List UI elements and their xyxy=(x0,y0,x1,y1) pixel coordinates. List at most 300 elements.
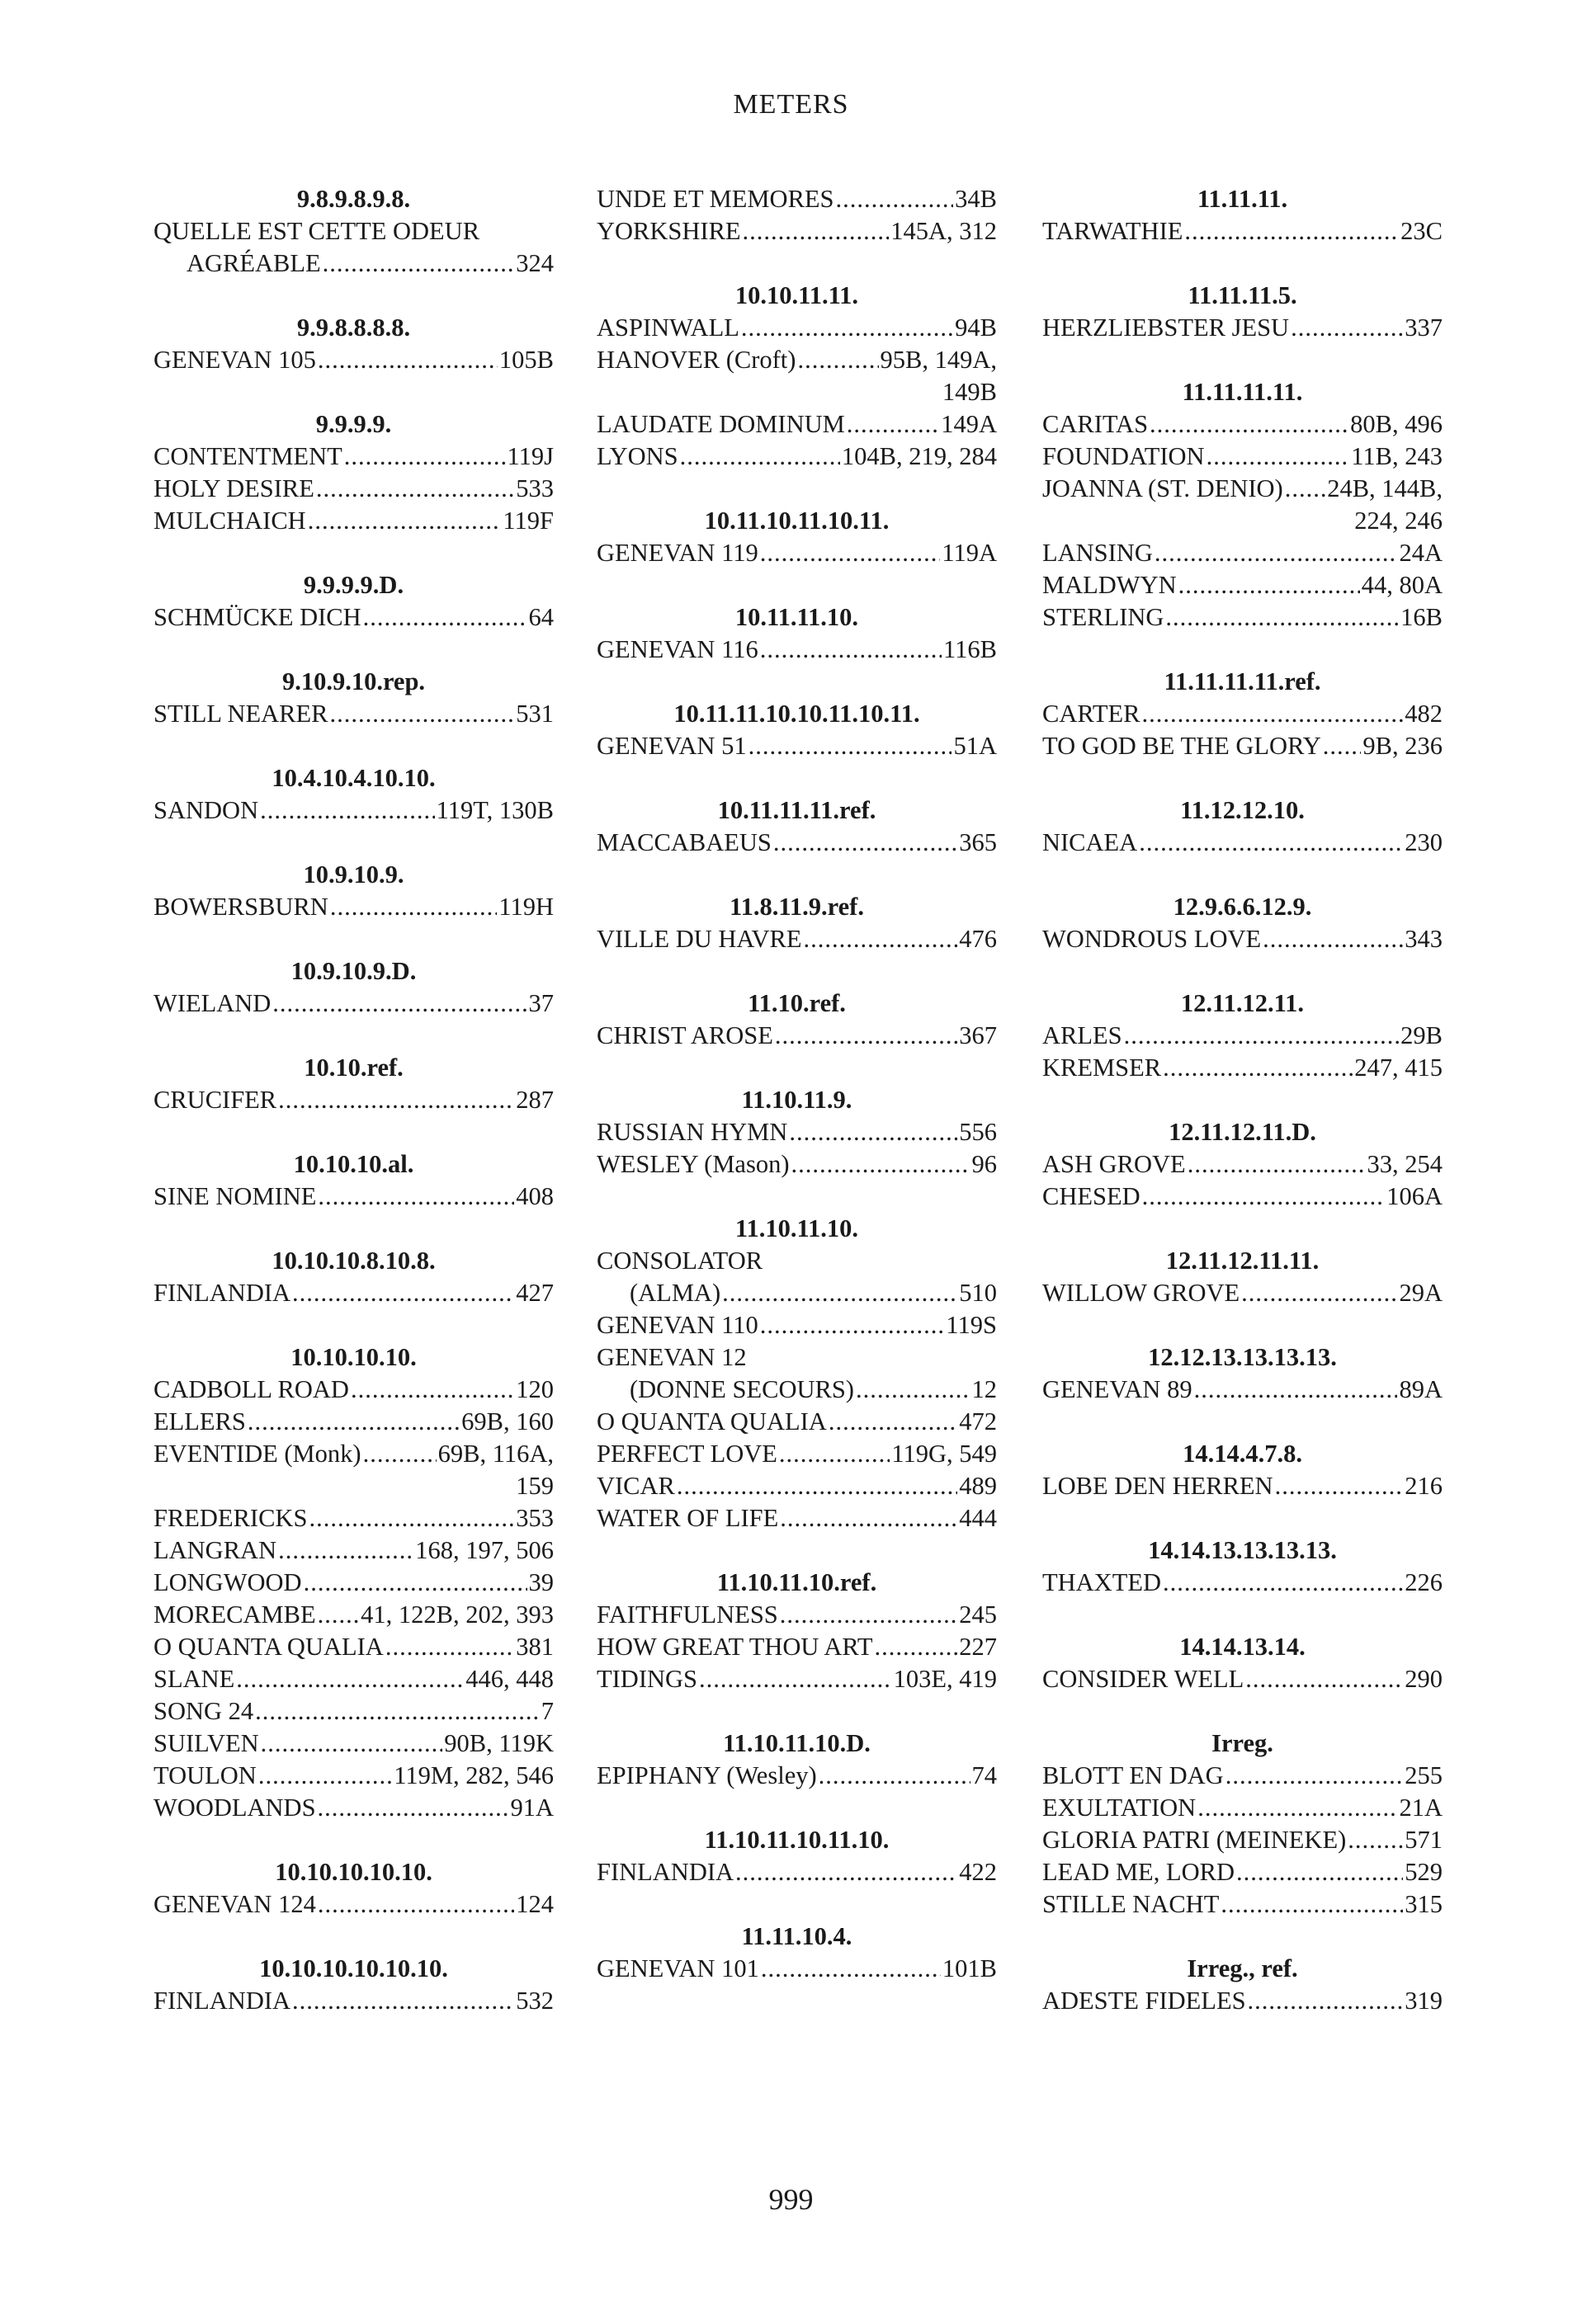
tune-entry xyxy=(597,441,997,473)
meter-section xyxy=(153,183,554,280)
tune-name: GENEVAN 105 xyxy=(153,346,316,374)
page-refs: 116B xyxy=(943,635,997,663)
page-refs: 510 xyxy=(959,1279,997,1307)
tune-name: GENEVAN 51 xyxy=(597,732,747,760)
tune-name: WESLEY (Mason) xyxy=(597,1150,790,1178)
tune-name: O QUANTA QUALIA xyxy=(153,1633,384,1661)
page-refs: 315 xyxy=(1405,1890,1443,1918)
page-refs: 119H xyxy=(498,893,554,921)
meter-heading: 10.9.10.9.D. xyxy=(290,957,417,985)
dot-leader xyxy=(1163,1052,1353,1084)
tune-name: HOW GREAT THOU ART xyxy=(597,1633,873,1661)
meter-heading: 12.9.6.6.12.9. xyxy=(1173,893,1312,921)
tune-entry xyxy=(153,698,554,730)
dot-leader xyxy=(248,1406,460,1438)
tune-name: SONG 24 xyxy=(153,1697,254,1725)
page-refs: 120 xyxy=(516,1375,554,1403)
tune-name: LANSING xyxy=(1042,539,1153,567)
dot-leader xyxy=(351,1374,514,1406)
tune-entry xyxy=(153,988,554,1020)
tune-entry xyxy=(1042,730,1443,762)
page-refs: 95B, 149A, xyxy=(880,346,997,374)
tune-entry xyxy=(597,1406,997,1438)
meter-section xyxy=(153,955,554,1020)
dot-leader xyxy=(304,1567,527,1599)
tune-entry xyxy=(1042,1470,1443,1502)
meter-section xyxy=(153,1856,554,1921)
page-refs: 149A xyxy=(941,410,997,438)
page-refs: 489 xyxy=(959,1472,997,1500)
tune-entry xyxy=(1042,923,1443,955)
tune-entry xyxy=(1042,569,1443,601)
meter-heading: 11.10.11.10. xyxy=(734,1214,859,1242)
page-refs: 33, 254 xyxy=(1367,1150,1443,1178)
tune-entry xyxy=(153,1534,554,1567)
meter-heading: 10.10.10.al. xyxy=(293,1150,414,1178)
dot-leader xyxy=(780,1502,957,1534)
tune-entry xyxy=(1042,408,1443,441)
meter-section xyxy=(1042,1341,1443,1406)
tune-entry xyxy=(153,1277,554,1309)
meter-section xyxy=(597,988,997,1052)
page-refs: 422 xyxy=(959,1858,997,1886)
tune-entry xyxy=(597,1438,997,1470)
page-refs: 532 xyxy=(516,1987,554,2015)
dot-leader xyxy=(344,441,506,473)
tune-entry xyxy=(1042,441,1443,473)
dot-leader xyxy=(278,1534,413,1567)
page-refs: 124 xyxy=(516,1890,554,1918)
tune-name: TIDINGS xyxy=(597,1665,697,1693)
dot-leader xyxy=(856,1374,970,1406)
dot-leader xyxy=(1236,1856,1403,1888)
tune-entry xyxy=(597,827,997,859)
tune-entry xyxy=(153,1181,554,1213)
dot-leader xyxy=(760,634,942,666)
meter-section xyxy=(153,312,554,376)
dot-leader xyxy=(743,215,890,247)
tune-entry xyxy=(597,1374,997,1406)
dot-leader xyxy=(760,1309,945,1341)
dot-leader xyxy=(385,1631,514,1663)
tune-entry xyxy=(597,408,997,441)
dot-leader xyxy=(308,505,502,537)
dot-leader xyxy=(1188,1148,1366,1181)
dot-leader xyxy=(1139,827,1403,859)
page-refs: 427 xyxy=(516,1279,554,1307)
tune-name: GLORIA PATRI (MEINEKE) xyxy=(1042,1826,1347,1854)
dot-leader xyxy=(318,344,498,376)
meter-heading: 10.11.11.10.10.11.10.11. xyxy=(673,700,920,728)
tune-name: SINE NOMINE xyxy=(153,1182,317,1210)
tune-entry xyxy=(153,247,554,280)
page-refs: 80B, 496 xyxy=(1350,410,1443,438)
meter-section xyxy=(153,666,554,730)
page-refs: 365 xyxy=(959,828,997,856)
meter-section xyxy=(597,698,997,762)
dot-leader xyxy=(779,1438,890,1470)
page-refs: 290 xyxy=(1405,1665,1443,1693)
meter-section xyxy=(597,1921,997,1985)
dot-leader xyxy=(780,1599,958,1631)
tune-entry xyxy=(153,1084,554,1116)
tune-entry xyxy=(1042,1567,1443,1599)
tune-entry xyxy=(153,473,554,505)
meter-heading: 11.11.10.4. xyxy=(741,1922,852,1950)
page-refs: 446, 448 xyxy=(465,1665,554,1693)
tune-entry xyxy=(597,1631,997,1663)
page-refs: 90B, 119K xyxy=(444,1729,554,1757)
dot-leader xyxy=(292,1985,514,2017)
page-refs: 51A xyxy=(953,732,997,760)
meter-section xyxy=(1042,183,1443,247)
tune-entry xyxy=(597,1760,997,1792)
dot-leader xyxy=(318,1888,514,1921)
tune-entry xyxy=(153,1985,554,2017)
tune-entry xyxy=(597,1502,997,1534)
tune-name: BOWERSBURN xyxy=(153,893,328,921)
page-refs: 41, 122B, 202, 393 xyxy=(361,1600,554,1629)
dot-leader xyxy=(761,1953,941,1985)
dot-leader xyxy=(819,1760,970,1792)
dot-leader xyxy=(1285,473,1325,505)
page-refs: 69B, 160 xyxy=(461,1407,554,1435)
meter-heading: 11.12.12.10. xyxy=(1180,796,1305,824)
dot-leader xyxy=(323,247,515,280)
dot-leader xyxy=(1221,1888,1403,1921)
tune-entry xyxy=(1042,312,1443,344)
dot-leader xyxy=(722,1277,957,1309)
tune-name: SCHMÜCKE DICH xyxy=(153,603,361,631)
page-refs: 227 xyxy=(959,1633,997,1661)
meter-heading: 10.10.10.10.10.10. xyxy=(259,1954,448,1982)
meter-heading: 11.10.ref. xyxy=(748,989,846,1017)
meter-heading: 10.11.11.10. xyxy=(734,603,859,631)
page-refs: 106A xyxy=(1386,1182,1443,1210)
meter-heading: 10.10.ref. xyxy=(304,1054,404,1082)
tune-name: GENEVAN 116 xyxy=(597,635,758,663)
tune-entry-name: GENEVAN 12 xyxy=(597,1343,747,1371)
tune-name: RUSSIAN HYMN xyxy=(597,1118,788,1146)
meter-section xyxy=(1042,666,1443,762)
page-refs: 119S xyxy=(946,1311,997,1339)
meter-heading: 10.11.11.11.ref. xyxy=(717,796,876,824)
meter-heading: 11.11.11. xyxy=(1197,185,1288,213)
meter-heading: 9.9.8.8.8.8. xyxy=(296,313,411,342)
tune-name: EVENTIDE (Monk) xyxy=(153,1440,361,1468)
tune-entry xyxy=(153,441,554,473)
tune-entry xyxy=(153,1567,554,1599)
tune-entry xyxy=(153,1599,554,1631)
tune-name: NICAEA xyxy=(1042,828,1138,856)
index-column-1 xyxy=(153,183,554,2049)
tune-name: STILLE NACHT xyxy=(1042,1890,1220,1918)
tune-entry xyxy=(597,537,997,569)
page-number: 999 xyxy=(768,2183,814,2216)
page-refs: 571 xyxy=(1405,1826,1443,1854)
tune-name: FINLANDIA xyxy=(153,1987,291,2015)
tune-entry xyxy=(597,1309,997,1341)
page-refs: 444 xyxy=(959,1504,997,1532)
page-refs: 29B xyxy=(1400,1021,1443,1049)
page-refs: 247, 415 xyxy=(1354,1054,1443,1082)
page-refs: 531 xyxy=(516,700,554,728)
page-refs: 381 xyxy=(516,1633,554,1661)
tune-name: YORKSHIRE xyxy=(597,217,741,245)
dot-leader xyxy=(1275,1470,1404,1502)
page-refs: 245 xyxy=(959,1600,997,1629)
page-refs: 12 xyxy=(971,1375,997,1403)
meter-section xyxy=(153,762,554,827)
page-refs: 367 xyxy=(959,1021,997,1049)
dot-leader xyxy=(260,794,435,827)
tune-name: PERFECT LOVE xyxy=(597,1440,777,1468)
tune-name: O QUANTA QUALIA xyxy=(597,1407,827,1435)
meter-section xyxy=(1042,1534,1443,1599)
meter-section xyxy=(1042,1116,1443,1213)
page-refs: 287 xyxy=(516,1086,554,1114)
page-refs: 11B, 243 xyxy=(1351,442,1443,470)
page-refs: 533 xyxy=(516,474,554,502)
tune-entry xyxy=(153,1438,554,1470)
meter-heading: 12.12.13.13.13.13. xyxy=(1148,1343,1337,1371)
tune-entry xyxy=(1042,1792,1443,1824)
dot-leader xyxy=(255,1695,540,1728)
dot-leader xyxy=(1165,601,1399,634)
tune-name: EXULTATION xyxy=(1042,1794,1197,1822)
tune-name: ASPINWALL xyxy=(597,313,739,342)
page-refs: 39 xyxy=(528,1568,554,1596)
page-refs: 9B, 236 xyxy=(1362,732,1443,760)
tune-name: LANGRAN xyxy=(153,1536,277,1564)
page-refs: 556 xyxy=(959,1118,997,1146)
tune-name: FOUNDATION xyxy=(1042,442,1205,470)
tune-name: WATER OF LIFE xyxy=(597,1504,779,1532)
tune-name: MORECAMBE xyxy=(153,1600,316,1629)
meter-section xyxy=(597,891,997,955)
dot-leader xyxy=(1348,1824,1403,1856)
meter-section xyxy=(153,859,554,923)
meter-section xyxy=(1042,988,1443,1084)
tune-entry xyxy=(1042,537,1443,569)
page-refs: 21A xyxy=(1399,1794,1443,1822)
page-refs: 103E, 419 xyxy=(893,1665,997,1693)
dot-leader xyxy=(680,441,840,473)
page-refs: 23C xyxy=(1400,217,1443,245)
tune-entry xyxy=(153,1663,554,1695)
tune-name: LEAD ME, LORD xyxy=(1042,1858,1235,1886)
meter-heading: 11.11.11.11. xyxy=(1182,378,1303,406)
tune-entry xyxy=(1042,1888,1443,1921)
tune-entry xyxy=(597,1470,997,1502)
meter-section xyxy=(1042,1245,1443,1309)
tune-entry-name: QUELLE EST CETTE ODEUR xyxy=(153,217,480,245)
page-refs: 168, 197, 506 xyxy=(415,1536,554,1564)
page-refs: 74 xyxy=(971,1761,997,1789)
dot-leader xyxy=(847,408,939,441)
meter-heading: 10.10.10.8.10.8. xyxy=(272,1247,436,1275)
tune-name: TARWATHIE xyxy=(1042,217,1183,245)
tune-entry xyxy=(153,1728,554,1760)
dot-leader xyxy=(258,1760,392,1792)
page-refs: 119T, 130B xyxy=(436,796,554,824)
tune-name-continuation: (DONNE SECOURS) xyxy=(630,1375,854,1403)
tune-entry xyxy=(597,730,997,762)
tune-entry xyxy=(597,183,997,215)
dot-leader xyxy=(760,537,941,569)
dot-leader xyxy=(236,1663,464,1695)
tune-entry xyxy=(153,1792,554,1824)
meter-heading: 10.10.11.11. xyxy=(734,281,859,309)
index-column-2 xyxy=(597,183,997,2017)
meter-heading: 12.11.12.11. xyxy=(1180,989,1305,1017)
tune-name: HOLY DESIRE xyxy=(153,474,314,502)
dot-leader xyxy=(791,1148,970,1181)
meter-section xyxy=(597,1728,997,1792)
tune-entry xyxy=(153,344,554,376)
page-refs: 44, 80A xyxy=(1361,571,1443,599)
meter-section xyxy=(1042,1631,1443,1695)
meter-heading: 9.8.9.8.9.8. xyxy=(296,185,411,213)
dot-leader xyxy=(735,1856,957,1888)
tune-name-continuation: (ALMA) xyxy=(630,1279,721,1307)
meter-heading: Irreg., ref. xyxy=(1187,1954,1298,1982)
page-refs: 319 xyxy=(1405,1987,1443,2015)
meter-section xyxy=(1042,794,1443,859)
tune-entry xyxy=(597,1599,997,1631)
page-refs: 34B xyxy=(955,185,997,213)
dot-leader xyxy=(1142,1181,1386,1213)
dot-leader xyxy=(1291,312,1403,344)
page-refs: 24B, 144B, xyxy=(1327,474,1443,502)
tune-entry xyxy=(597,215,997,247)
tune-name: LAUDATE DOMINUM xyxy=(597,410,845,438)
tune-name: SUILVEN xyxy=(153,1729,259,1757)
tune-name: SLANE xyxy=(153,1665,235,1693)
tune-entry xyxy=(597,1277,997,1309)
meter-section xyxy=(597,505,997,569)
dot-leader xyxy=(316,473,514,505)
tune-name: LYONS xyxy=(597,442,678,470)
tune-name: JOANNA (ST. DENIO) xyxy=(1042,474,1283,502)
meter-section xyxy=(1042,891,1443,955)
meter-section xyxy=(597,794,997,859)
meter-section xyxy=(597,601,997,666)
tune-name: SANDON xyxy=(153,796,259,824)
tune-entry xyxy=(153,1888,554,1921)
page-refs: 24A xyxy=(1399,539,1443,567)
tune-entry xyxy=(597,1116,997,1148)
dot-leader xyxy=(330,698,515,730)
dot-leader xyxy=(309,1502,514,1534)
tune-name: CONSIDER WELL xyxy=(1042,1665,1244,1693)
meter-section xyxy=(597,280,997,473)
tune-name: HERZLIEBSTER JESU xyxy=(1042,313,1290,342)
tune-entry xyxy=(597,344,997,376)
page-refs: 408 xyxy=(516,1182,554,1210)
tune-entry xyxy=(1042,1148,1443,1181)
page-refs: 64 xyxy=(528,603,554,631)
meter-heading: 10.10.10.10.10. xyxy=(275,1858,432,1886)
dot-leader xyxy=(1263,923,1403,955)
dot-leader xyxy=(363,1438,437,1470)
tune-name: FREDERICKS xyxy=(153,1504,308,1532)
dot-leader xyxy=(677,1470,957,1502)
dot-leader xyxy=(748,730,952,762)
dot-leader xyxy=(1142,698,1404,730)
tune-name: LOBE DEN HERREN xyxy=(1042,1472,1273,1500)
dot-leader xyxy=(363,601,527,634)
meter-heading: 11.10.11.10.11.10. xyxy=(704,1826,890,1854)
dot-leader xyxy=(1207,441,1350,473)
meter-heading: 11.10.11.10.D. xyxy=(723,1729,871,1757)
tune-entry xyxy=(1042,1856,1443,1888)
tune-name: MACCABAEUS xyxy=(597,828,772,856)
page-refs: 101B xyxy=(942,1954,997,1982)
dot-leader xyxy=(318,1792,509,1824)
tune-entry xyxy=(1042,215,1443,247)
tune-entry xyxy=(153,1695,554,1728)
dot-leader xyxy=(318,1181,514,1213)
dot-leader xyxy=(1241,1277,1397,1309)
meter-section xyxy=(153,1148,554,1213)
tune-name: CADBOLL ROAD xyxy=(153,1375,349,1403)
tune-name: ARLES xyxy=(1042,1021,1122,1049)
meter-section xyxy=(153,408,554,537)
meter-section xyxy=(153,1245,554,1309)
page-refs: 255 xyxy=(1405,1761,1443,1789)
tune-name: MULCHAICH xyxy=(153,507,306,535)
meter-section xyxy=(597,1084,997,1181)
dot-leader xyxy=(699,1663,892,1695)
page-refs: 482 xyxy=(1405,700,1443,728)
dot-leader xyxy=(318,1599,360,1631)
meter-heading: 11.10.11.10.ref. xyxy=(716,1568,877,1596)
tune-entry xyxy=(1042,1020,1443,1052)
page-refs: 343 xyxy=(1405,925,1443,953)
dot-leader xyxy=(261,1728,443,1760)
tune-name: FINLANDIA xyxy=(153,1279,291,1307)
page-refs: 337 xyxy=(1405,313,1443,342)
page-refs: 119F xyxy=(503,507,554,535)
dot-leader xyxy=(1124,1020,1400,1052)
tune-name: GENEVAN 119 xyxy=(597,539,758,567)
dot-leader xyxy=(775,1020,957,1052)
page-refs: 119G, 549 xyxy=(891,1440,997,1468)
dot-leader xyxy=(836,183,954,215)
tune-entry xyxy=(597,312,997,344)
tune-entry xyxy=(153,505,554,537)
meter-section xyxy=(1042,1728,1443,1921)
page-refs: 7 xyxy=(541,1697,554,1725)
tune-name: FAITHFULNESS xyxy=(597,1600,778,1629)
meter-section xyxy=(597,1213,997,1534)
tune-name: GENEVAN 101 xyxy=(597,1954,759,1982)
meter-section xyxy=(597,183,997,247)
tune-entry xyxy=(153,794,554,827)
page-refs: 529 xyxy=(1405,1858,1443,1886)
tune-name: CARITAS xyxy=(1042,410,1149,438)
meter-heading: 10.4.10.4.10.10. xyxy=(272,764,436,792)
meter-heading: 14.14.4.7.8. xyxy=(1183,1440,1302,1468)
meter-heading: Irreg. xyxy=(1211,1729,1273,1757)
tune-name: GENEVAN 124 xyxy=(153,1890,316,1918)
tune-entry xyxy=(1042,601,1443,634)
dot-leader xyxy=(804,923,958,955)
tune-entry xyxy=(1042,827,1443,859)
meter-section xyxy=(153,569,554,634)
dot-leader xyxy=(272,988,527,1020)
